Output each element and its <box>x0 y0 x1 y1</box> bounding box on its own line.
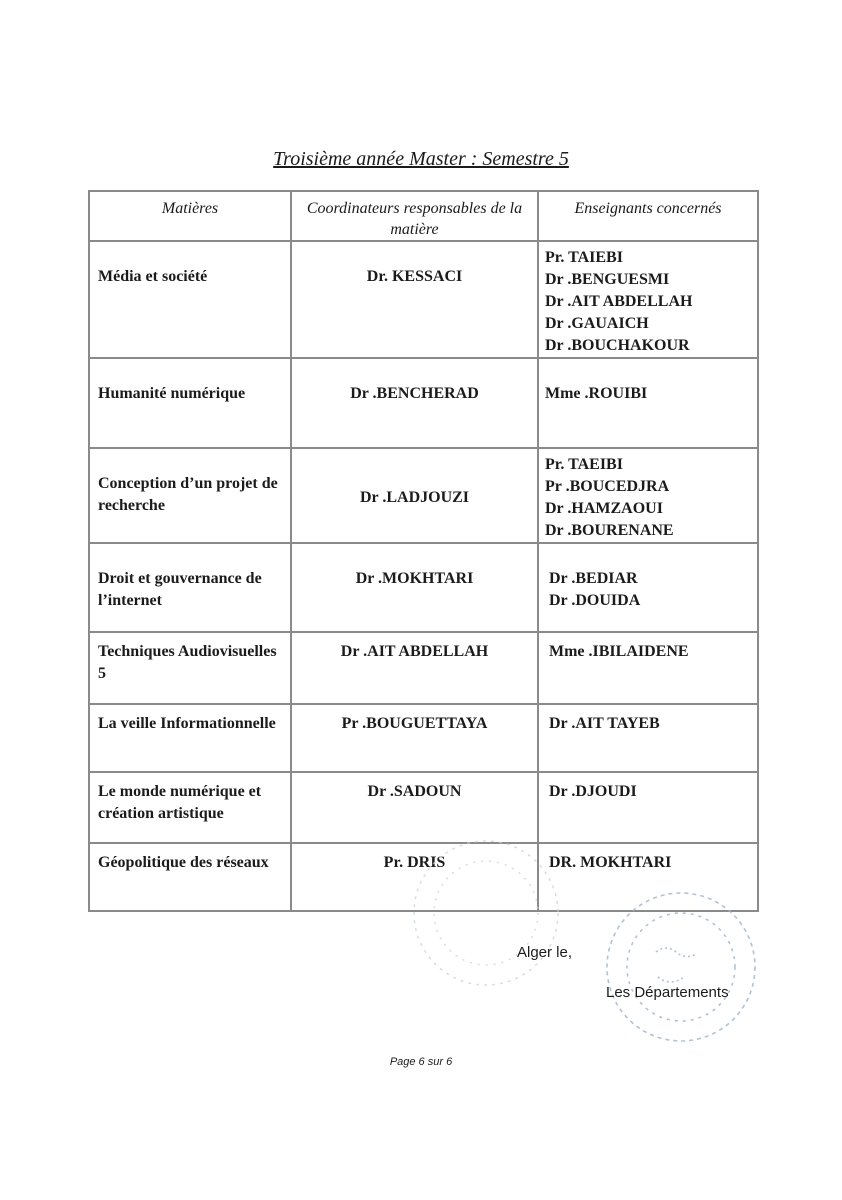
subject-cell: Humanité numérique <box>89 358 291 448</box>
coordinator-cell: Dr .SADOUN <box>291 772 538 843</box>
table-row <box>89 241 758 358</box>
table-row <box>89 543 758 632</box>
coordinator-cell: Dr. KESSACI <box>291 241 538 358</box>
teacher-name: Dr .AIT ABDELLAH <box>545 293 693 310</box>
subjects-table <box>88 190 759 912</box>
teachers-cell <box>538 704 758 772</box>
coordinator-cell: Dr .LADJOUZI <box>291 448 538 543</box>
teacher-name: Dr .BOUCHAKOUR <box>545 337 690 354</box>
coordinator-cell: Pr. DRIS <box>291 843 538 911</box>
subject-cell: Droit et gouvernance de l’internet <box>89 543 291 632</box>
teacher-name: Pr. TAEIBI <box>545 456 623 473</box>
subject-cell: Conception d’un projet de recherche <box>89 448 291 543</box>
teacher-name: Dr .GAUAICH <box>545 315 649 332</box>
place-date-line: Alger le, <box>517 944 573 961</box>
table-row <box>89 448 758 543</box>
teacher-name: Dr .BOURENANE <box>545 522 674 539</box>
teacher-name: Mme .ROUIBI <box>545 385 648 402</box>
table-header-row <box>89 191 758 241</box>
teacher-name: Dr .BENGUESMI <box>545 271 670 288</box>
teacher-name: Mme .IBILAIDENE <box>549 643 689 660</box>
teacher-name: Dr .BEDIAR <box>549 570 638 587</box>
teachers-cell <box>538 358 758 448</box>
table-row <box>89 704 758 772</box>
header-coordinators: Coordinateurs responsables de la matière <box>291 191 538 241</box>
header-teachers: Enseignants concernés <box>538 191 758 241</box>
teachers-cell <box>538 241 758 358</box>
document-title: Troisième année Master : Semestre 5 <box>273 148 569 170</box>
teacher-name: Dr .DJOUDI <box>549 783 637 800</box>
subject-cell: Géopolitique des réseaux <box>89 843 291 911</box>
coordinator-cell: Pr .BOUGUETTAYA <box>291 704 538 772</box>
coordinator-cell: Dr .MOKHTARI <box>291 543 538 632</box>
department-stamp-icon <box>596 882 766 1052</box>
teacher-name: Dr .AIT TAYEB <box>549 715 660 732</box>
teachers-cell <box>538 632 758 704</box>
subject-cell: Techniques Audiovisuelles 5 <box>89 632 291 704</box>
teachers-cell <box>538 448 758 543</box>
subject-cell: Le monde numérique et création artistique <box>89 772 291 843</box>
teacher-name: DR. MOKHTARI <box>549 854 672 871</box>
teacher-name: Pr .BOUCEDJRA <box>545 478 670 495</box>
table-row <box>89 358 758 448</box>
teacher-name: Pr. TAIEBI <box>545 249 623 266</box>
table-row <box>89 632 758 704</box>
department-stamp-icon <box>396 828 576 998</box>
coordinator-cell: Dr .BENCHERAD <box>291 358 538 448</box>
subject-cell: La veille Informationnelle <box>89 704 291 772</box>
subject-cell: Média et société <box>89 241 291 358</box>
teachers-cell <box>538 543 758 632</box>
teacher-name: Dr .HAMZAOUI <box>545 500 663 517</box>
signatory: Les Départements <box>606 984 729 1001</box>
coordinator-cell: Dr .AIT ABDELLAH <box>291 632 538 704</box>
header-subjects: Matières <box>89 191 291 241</box>
teacher-name: Dr .DOUIDA <box>549 592 641 609</box>
page-footer: Page 6 sur 6 <box>389 1056 453 1068</box>
